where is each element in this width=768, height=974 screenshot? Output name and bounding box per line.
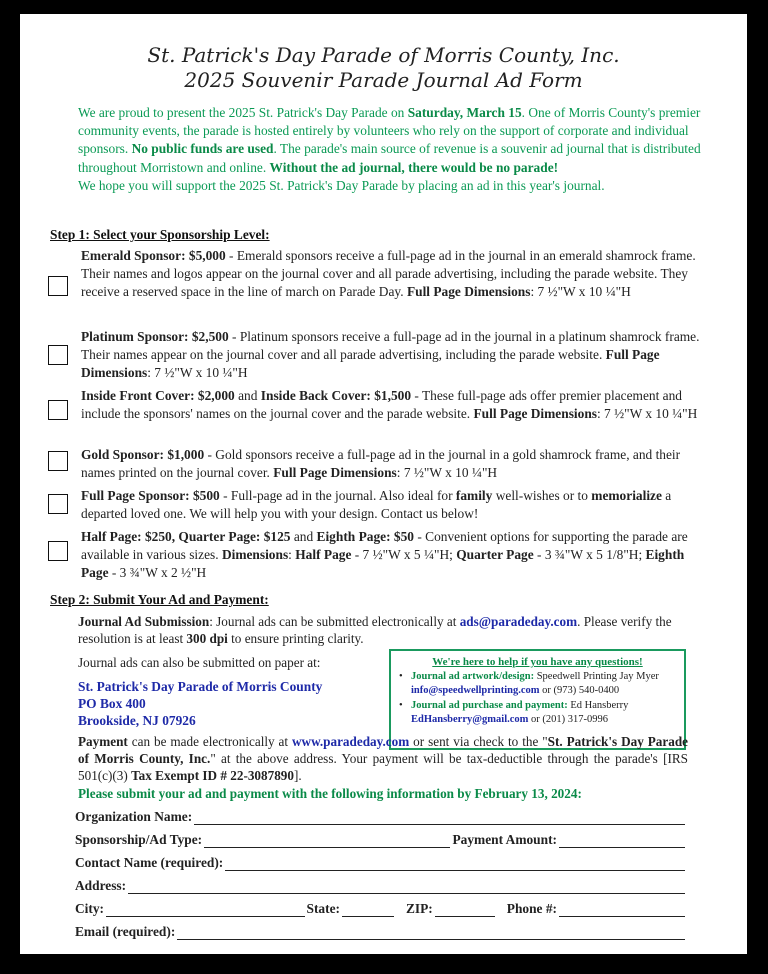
org-name-field[interactable] bbox=[194, 812, 685, 825]
org-name-row: Organization Name: bbox=[75, 808, 687, 825]
help-item-payment: • Journal ad purchase and payment: Ed Hansberry EdHansberry@gmail.com or (201) 317-0996 bbox=[399, 699, 676, 728]
option-gold: Gold Sponsor: $1,000 - Gold sponsors receive a full-page ad in the journal in a gold shamrock frame, and their names printed on the journal cover. Full Page Dimensions: 7 ½"W x 10 ¼"H bbox=[81, 447, 681, 480]
phone-field[interactable] bbox=[559, 904, 685, 917]
option-partial-page: Half Page: $250, Quarter Page: $125 and Eighth Page: $50 - Convenient options for supporting the parade are available in various sizes. Dimensions: Half Page - 7 ½"W x 5 ¼"H; Quarter Page - 3 ¾"W x 5 1/8"H; Eighth Page - 3 ¾"W x 2 ½"H bbox=[81, 529, 688, 580]
ad-type-field[interactable] bbox=[204, 835, 450, 848]
checkbox-full-page[interactable] bbox=[48, 494, 68, 514]
checkbox-partial-page[interactable] bbox=[48, 541, 68, 561]
city-field[interactable] bbox=[106, 904, 305, 917]
help-item-artwork: • Journal ad artwork/design: Speedwell Printing Jay Myer info@speedwellprinting.com or (973) 540-0400 bbox=[399, 670, 676, 699]
email-field[interactable] bbox=[177, 927, 685, 940]
help-heading: We're here to help if you have any questions! bbox=[432, 656, 643, 668]
city-row: City: State: ZIP: Phone #: bbox=[75, 900, 687, 917]
email-row: Email (required): bbox=[75, 923, 687, 940]
paradeday-url-link[interactable]: www.paradeday.com bbox=[292, 734, 410, 749]
page-title: St. Patrick's Day Parade of Morris County, Inc. bbox=[147, 43, 620, 67]
address-field[interactable] bbox=[128, 881, 685, 894]
option-full-page: Full Page Sponsor: $500 - Full-page ad in the journal. Also ideal for family well-wishes or to memorialize a departed loved one. We will help you with your design. Contact us below! bbox=[81, 488, 672, 521]
checkbox-inside-cover[interactable] bbox=[48, 400, 68, 420]
ad-form-page bbox=[20, 14, 747, 954]
page-subtitle: 2025 Souvenir Parade Journal Ad Form bbox=[184, 68, 583, 92]
contact-row: Contact Name (required): bbox=[75, 854, 687, 871]
payment-text: Payment can be made electronically at www.paradeday.com or sent via check to the "St. Patrick's Day Parade of Morris County, Inc." at the above address. Your payment will be tax-deductible through the parade's [IRS 501(c)(3) Tax Exempt ID # 22-3087890]. bbox=[78, 734, 689, 783]
speedwell-email-link[interactable]: info@speedwellprinting.com bbox=[411, 685, 540, 696]
state-field[interactable] bbox=[342, 904, 394, 917]
checkbox-gold[interactable] bbox=[48, 451, 68, 471]
contact-name-field[interactable] bbox=[225, 858, 685, 871]
step1-heading: Step 1: Select your Sponsorship Level: bbox=[50, 227, 270, 242]
paper-submission-text: Journal ads can also be submitted on paper at: bbox=[78, 655, 321, 670]
checkbox-platinum[interactable] bbox=[48, 345, 68, 365]
option-inside-cover: Inside Front Cover: $2,000 and Inside Back Cover: $1,500 - These full-page ads offer premier placement and include the sponsors' names on the journal cover and the parade website. Full Page Dimensions: 7 ½"W x 10 ¼"H bbox=[81, 388, 698, 421]
hansberry-email-link[interactable]: EdHansberry@gmail.com bbox=[411, 714, 529, 725]
submit-deadline-note: Please submit your ad and payment with the following information by February 13, 2024: bbox=[78, 786, 582, 801]
ads-email-link[interactable]: ads@paradeday.com bbox=[459, 614, 578, 629]
zip-field[interactable] bbox=[435, 904, 495, 917]
payment-amount-field[interactable] bbox=[559, 835, 685, 848]
ad-type-row: Sponsorship/Ad Type: Payment Amount: bbox=[75, 831, 687, 848]
address-row: Address: bbox=[75, 877, 687, 894]
option-platinum: Platinum Sponsor: $2,500 - Platinum sponsors receive a full-page ad in the journal in a platinum shamrock frame. Their names appear on the journal cover and all parade advertising, including the parade website. Full Page Dimensions: 7 ½"W x 10 ¼"H bbox=[81, 329, 700, 380]
intro-text: We are proud to present the 2025 St. Patrick's Day Parade on Saturday, March 15. One of Morris County's premier community events, the parade is hosted entirely by volunteers who rely on the support of corporate and individual sponsors. No public funds are used. The parade's main source of revenue is a souvenir ad journal that is distributed throughout Morristown and online. Without the ad journal, there would be no parade! We hope you will support the 2025 St. Patrick's Day Parade by placing an ad in this year's journal. bbox=[78, 105, 701, 193]
step2-heading: Step 2: Submit Your Ad and Payment: bbox=[50, 592, 269, 607]
checkbox-emerald[interactable] bbox=[48, 276, 68, 296]
mailing-address: St. Patrick's Day Parade of Morris County PO Box 400 Brookside, NJ 07926 bbox=[78, 679, 323, 728]
ad-submission-text: Journal Ad Submission: Journal ads can be submitted electronically at ads@paradeday.com. Please verify the resolution is at least 300 dpi to ensure printing clarity. bbox=[78, 614, 672, 646]
option-emerald: Emerald Sponsor: $5,000 - Emerald sponsors receive a full-page ad in the journal in an emerald shamrock frame. Their names and logos appear on the journal cover and all parade advertising, including the parade website. They receive a reserved space in the line of march on Parade Day. Full Page Dimensions: 7 ½"W x 10 ¼"H bbox=[81, 248, 696, 299]
